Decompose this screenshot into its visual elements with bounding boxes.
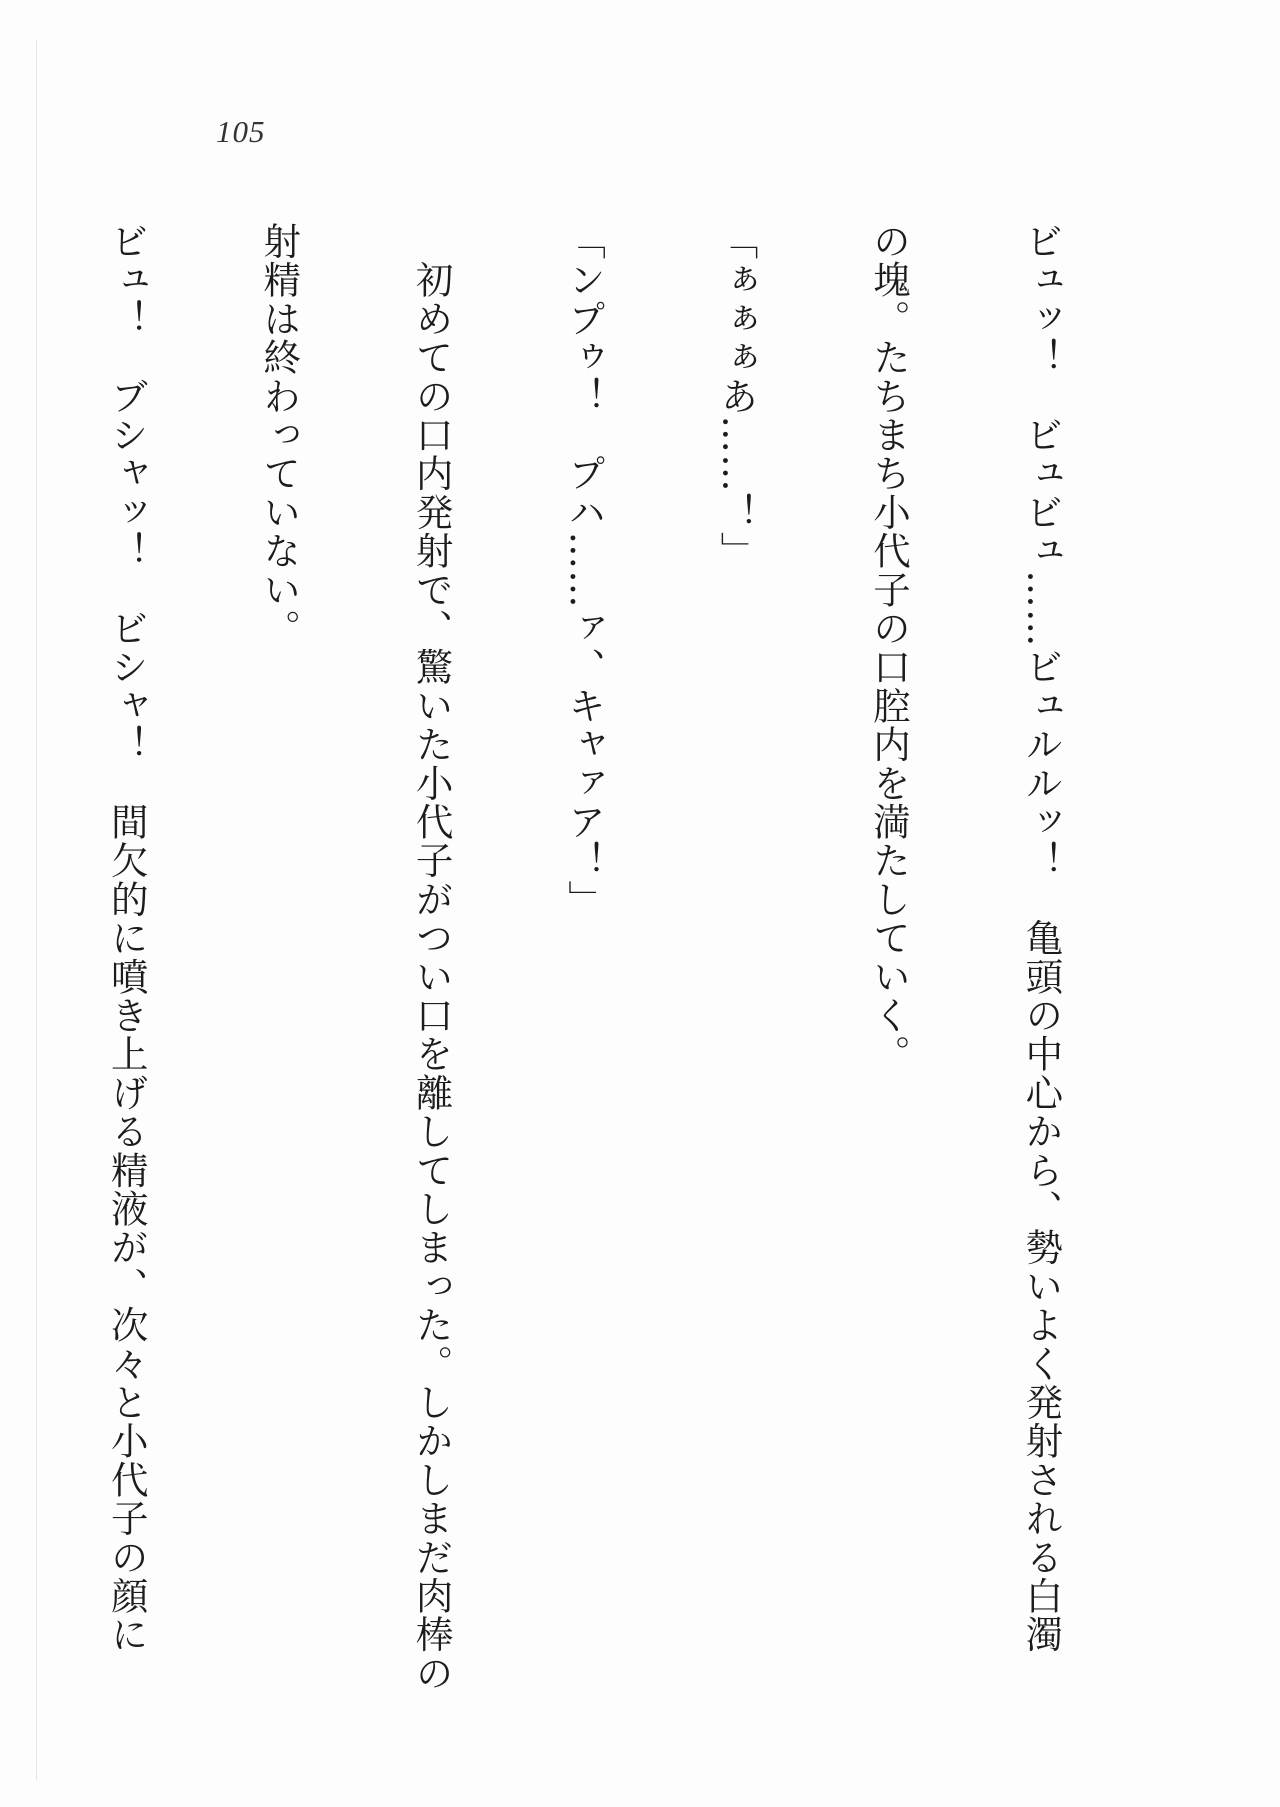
- text-line: 初めての口内発射で、驚いた小代子がつい口を離してしまった。しかしまだ肉棒の: [409, 222, 454, 1693]
- text-line: ビュ！ ブシャッ！ ビシャ！ 間欠的に噴き上げる精液が、次々と小代子の顔に: [104, 222, 149, 1654]
- text-line: 射精は終わっていない。: [257, 222, 302, 648]
- vertical-text-body: [0, 222, 1168, 1693]
- page-number: 105: [216, 114, 266, 149]
- text-line: ビュッ！ ビュビュ……ビュルルッ！ 亀頭の中心から、勢いよく発射される白濁: [1019, 222, 1064, 1654]
- text-line: 「ぁぁぁあ……！」: [714, 222, 759, 571]
- text-line: 「ンプゥ！ プハ……ァ、キャァア！」: [562, 222, 607, 919]
- text-line: の塊。たちまち小代子の口腔内を満たしていく。: [866, 222, 911, 1074]
